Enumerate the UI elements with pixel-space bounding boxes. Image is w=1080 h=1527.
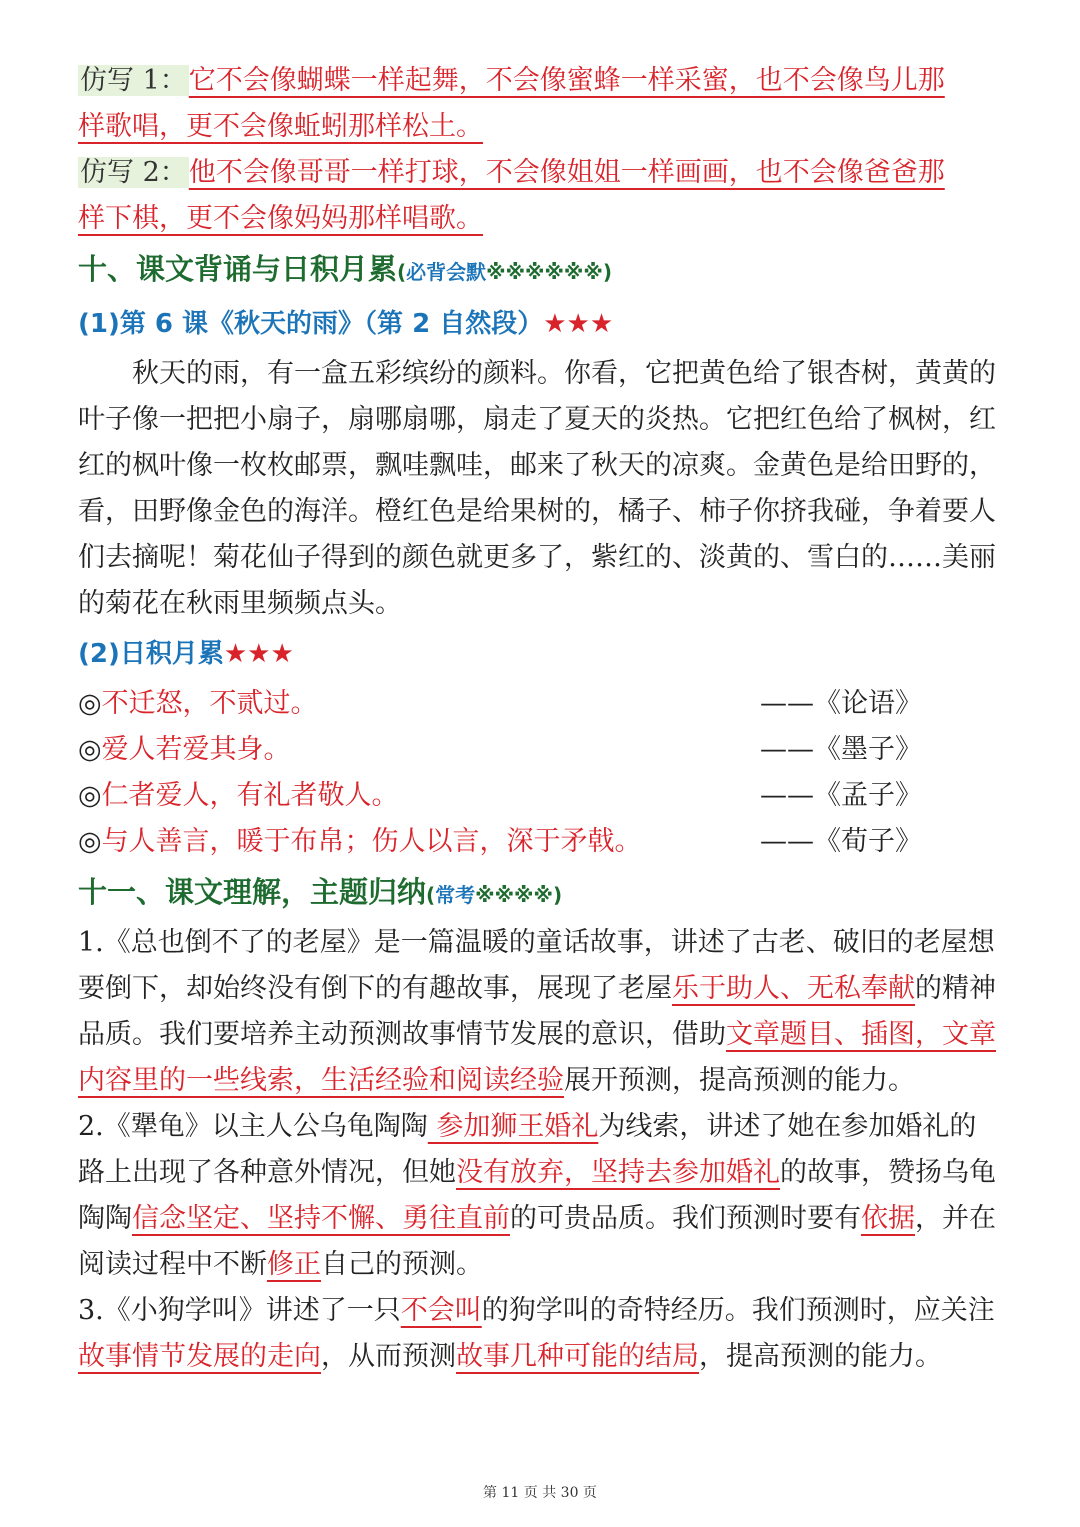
subsection-2-heading [78,627,1003,681]
imitation-1-line-2 [78,104,1003,150]
summary-item-2: 2.《犟龟》以主人公乌龟陶陶 参加狮王婚礼为线索，讲述了她在参加婚礼的路上出现了各种意外情况，但她没有放弃，坚持去参加婚礼的故事，赞扬乌龟陶陶信念坚定、坚持不懈、勇往直前的可贵品质。我们预测时要有依据，并在阅读过程中不断修正自己的预测。 [78,1111,996,1280]
answer-highlight: 故事几种可能的结局 [456,1341,699,1372]
recitation-passage: 秋天的雨，有一盒五彩缤纷的颜料。你看，它把黄色给了银杏树，黄黄的叶子像一把把小扇子，扇哪扇哪，扇走了夏天的炎热。它把红色给了枫树，红红的枫叶像一枚枚邮票，飘哇飘哇，邮来了秋天的凉爽。金黄色是给田野的，看，田野像金色的海洋。橙红色是给果树的，橘子、柿子你挤我碰，争着要人们去摘呢！菊花仙子得到的颜色就更多了，紫红的、淡黄的、雪白的……美丽的菊花在秋雨里频频点头。 [78,358,996,619]
answer-highlight: 没有放弃，坚持去参加婚礼 [456,1157,780,1188]
quote-mark: ◎ [78,688,102,719]
answer-highlight: 信念坚定、坚持不懈、勇往直前 [132,1203,510,1234]
quote-mark: ◎ [78,826,102,857]
quote-text: 仁者爱人，有礼者敬人。 [101,780,399,811]
answer-highlight: 故事情节发展的走向 [78,1341,321,1372]
imitation-1-text-b: 样歌唱，更不会像蚯蚓那样松土。 [78,111,483,142]
summary-item-1: 1.《总也倒不了的老屋》是一篇温暖的童话故事，讲述了古老、破旧的老屋想要倒下，却始终没有倒下的有趣故事，展现了老屋乐于助人、无私奉献的精神品质。我们要培养主动预测故事情节发展的意识，借助文章题目、插图，文章内容里的一些线索，生活经验和阅读经验展开预测，提高预测的能力。 [78,927,996,1096]
section-10-title: 十、课文背诵与日积月累 [78,252,398,286]
page-content [78,58,1003,1380]
imitation-1-line-1 [78,58,1003,104]
imitation-2-line-2 [78,196,1003,242]
answer-highlight: 文章题目、插图，文章内容里的一些线索，生活经验和阅读经验 [78,1019,996,1096]
answer-highlight: 不会叫 [400,1295,482,1326]
section-11-note: (常考※※※※) [426,883,563,907]
subsection-1-stars: ★★★ [543,309,614,339]
quote-text: 爱人若爱其身。 [101,734,291,765]
imitation-1-text-a: 它不会像蝴蝶一样起舞，不会像蜜蜂一样采蜜，也不会像鸟儿那 [188,65,945,96]
subsection-1-title: (1)第 6 课《秋天的雨》（第 2 自然段） [78,309,544,339]
quote-mark: ◎ [78,780,102,811]
imitation-2-text-b: 样下棋，更不会像妈妈那样唱歌。 [78,203,483,234]
section-10-note-text: 必背会默 [406,260,487,284]
quote-source: ——《荀子》 [760,826,922,857]
section-11-title: 十一、课文理解，主题归纳 [78,875,427,909]
quote-row [78,681,1003,727]
section-10-heading [78,244,1003,297]
imitation-2-text-a: 他不会像哥哥一样打球，不会像姐姐一样画画，也不会像爸爸那 [188,157,945,188]
answer-highlight: 乐于助人、无私奉献 [672,973,915,1004]
page-number-footer: 第 11 页 共 30 页 [483,1485,597,1501]
answer-highlight: 参加狮王婚礼 [427,1111,599,1142]
imitation-1-label: 仿写 1： [80,65,187,96]
quote-text: 不迁怒，不贰过。 [101,688,318,719]
subsection-2-stars: ★★★ [223,639,294,669]
section-10-note-marks: ※※※※※※ [486,260,603,284]
imitation-2-label: 仿写 2： [80,157,187,188]
quote-source: ——《墨子》 [760,734,922,765]
subsection-1-heading [78,297,1003,351]
section-11-note-marks: ※※※※ [475,883,553,907]
section-10-note: (必背会默※※※※※※) [397,260,612,284]
quote-source: ——《孟子》 [760,780,922,811]
quote-row [78,819,1003,865]
quote-row [78,727,1003,773]
answer-highlight: 依据 [861,1203,915,1234]
answer-highlight: 修正 [267,1249,321,1280]
quote-text: 与人善言，暖于布帛；伤人以言，深于矛戟。 [101,826,642,857]
quote-source: ——《论语》 [760,688,922,719]
section-11-heading [78,867,1003,920]
imitation-2-line-1 [78,150,1003,196]
quote-mark: ◎ [78,734,102,765]
summary-item-3: 3.《小狗学叫》讲述了一只不会叫的狗学叫的奇特经历。我们预测时，应关注故事情节发展的走向，从而预测故事几种可能的结局，提高预测的能力。 [78,1295,995,1372]
section-11-note-text: 常考 [435,883,476,907]
quote-row [78,773,1003,819]
subsection-2-title: (2)日积月累 [78,639,224,669]
